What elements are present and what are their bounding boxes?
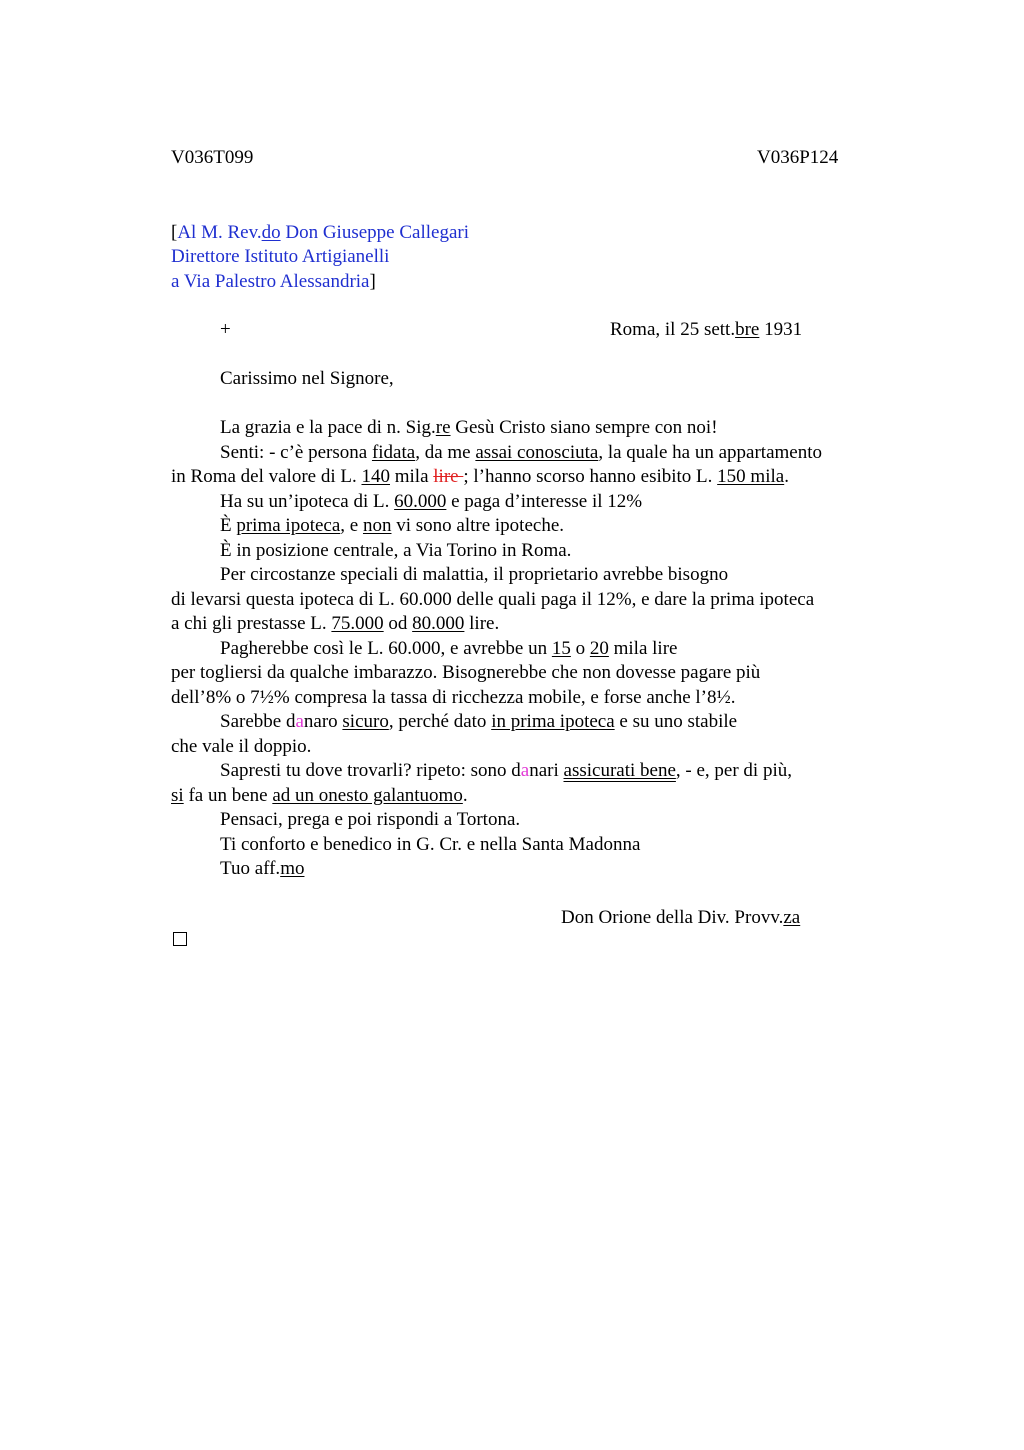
header-left-code: V036T099 (171, 147, 254, 168)
body-line: Pensaci, prega e poi rispondi a Tortona. (220, 809, 521, 830)
address-line-2: Direttore Istituto Artigianelli (171, 246, 390, 267)
body-line: Sapresti tu dove trovarli? ripeto: sono danari assicurati bene, - e, per di più, (220, 760, 792, 781)
body-line: per togliersi da qualche imbarazzo. Bisognerebbe che non dovesse pagare più (171, 662, 761, 683)
body-line: È in posizione centrale, a Via Torino in Roma. (220, 540, 572, 561)
body-line: che vale il doppio. (171, 736, 312, 757)
struck-word: lire (433, 466, 464, 487)
body-line: di levarsi questa ipoteca di L. 60.000 delle quali paga il 12%, e dare la prima ipoteca (171, 589, 815, 610)
body-line: Senti: - c’è persona fidata, da me assai conosciuta, la quale ha un appartamento (220, 442, 822, 463)
body-line: in Roma del valore di L. 140 mila lire ; l’hanno scorso hanno esibito L. 150 mila. (171, 466, 789, 487)
dateline: Roma, il 25 sett.bre 1931 (610, 319, 803, 340)
cross-mark: + (220, 319, 231, 340)
header-right-code: V036P124 (757, 147, 839, 168)
address-line-1: [Al M. Rev.do Don Giuseppe Callegari (171, 222, 469, 243)
end-box-icon (173, 932, 187, 946)
body-line: Ha su un’ipoteca di L. 60.000 e paga d’interesse il 12% (220, 491, 643, 512)
body-line: Ti conforto e benedico in G. Cr. e nella Santa Madonna (220, 834, 641, 855)
closing-line: Tuo aff.mo (220, 858, 305, 879)
address-line-3: a Via Palestro Alessandria] (171, 271, 376, 292)
signature: Don Orione della Div. Provv.za (561, 907, 801, 928)
body-line: dell’8% o 7½% compresa la tassa di ricchezza mobile, e forse anche l’8½. (171, 687, 736, 708)
body-line: La grazia e la pace di n. Sig.re Gesù Cristo siano sempre con noi! (220, 417, 718, 438)
body-line: È prima ipoteca, e non vi sono altre ipoteche. (220, 515, 565, 536)
body-line: Per circostanze speciali di malattia, il proprietario avrebbe bisogno (220, 564, 729, 585)
body-line: si fa un bene ad un onesto galantuomo. (171, 785, 468, 806)
body-line: Pagherebbe così le L. 60.000, e avrebbe un 15 o 20 mila lire (220, 638, 678, 659)
salutation: Carissimo nel Signore, (220, 368, 394, 389)
body-line: Sarebbe danaro sicuro, perché dato in prima ipoteca e su uno stabile (220, 711, 738, 732)
body-line: a chi gli prestasse L. 75.000 od 80.000 lire. (171, 613, 500, 634)
